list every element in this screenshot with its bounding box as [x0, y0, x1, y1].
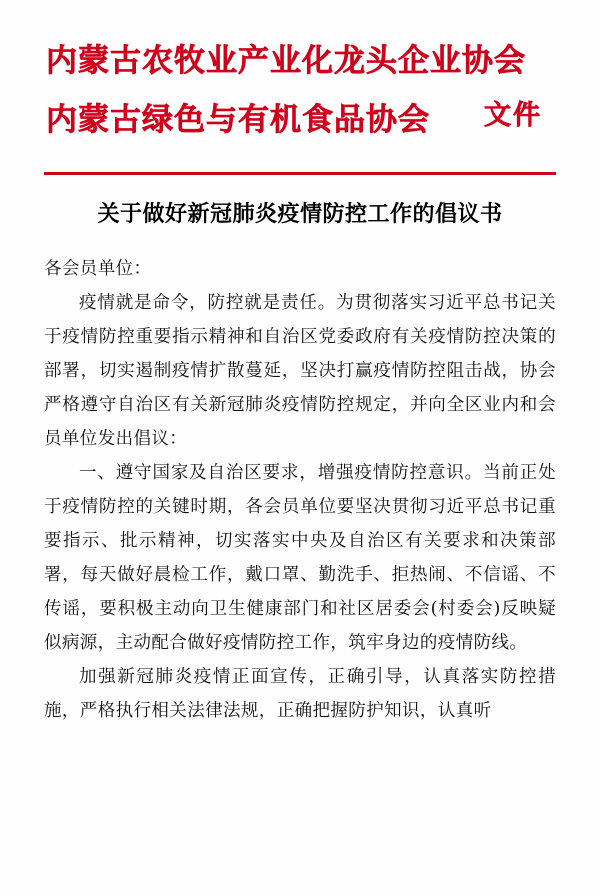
body-paragraph: 加强新冠肺炎疫情正面宣传，正确引导，认真落实防控措施，严格执行相关法律法规，正确把握防护知识，认真听 [44, 667, 556, 721]
document-title: 关于做好新冠肺炎疫情防控工作的倡议书 [97, 201, 503, 227]
org-name-line-1: 内蒙古农牧业产业化龙头企业协会 [46, 43, 526, 79]
document-word-label: 文件 [484, 100, 542, 131]
body-paragraph: 一、遵守国家及自治区要求，增强疫情防控意识。当前正处于疫情防控的关键时期，各会员单位要坚决贯彻习近平总书记重要指示、批示精神，切实落实中央及自治区有关要求和决策部署，每天做好晨检工作，戴口罩、勤洗手、拒热闹、不信谣、不传谣，要积极主动向卫生健康部门和社区居委会(村委会)反映疑似病源，主动配合做好疫情防控工作，筑牢身边的疫情防线。 [44, 463, 556, 653]
org-name-line-2: 内蒙古绿色与有机食品协会 [46, 102, 430, 138]
salutation: 各会员单位： [44, 259, 152, 279]
document-body [44, 252, 556, 728]
body-paragraph: 疫情就是命令，防控就是责任。为贯彻落实习近平总书记关于疫情防控重要指示精神和自治区党委政府有关疫情防控决策的部署，切实遏制疫情扩散蔓延，坚决打赢疫情防控阻击战，协会严格遵守自治区有关新冠肺炎疫情防控规定，并向全区业内和会员单位发出倡议： [44, 293, 556, 449]
letterhead [44, 0, 556, 150]
red-divider-rule [44, 172, 556, 175]
